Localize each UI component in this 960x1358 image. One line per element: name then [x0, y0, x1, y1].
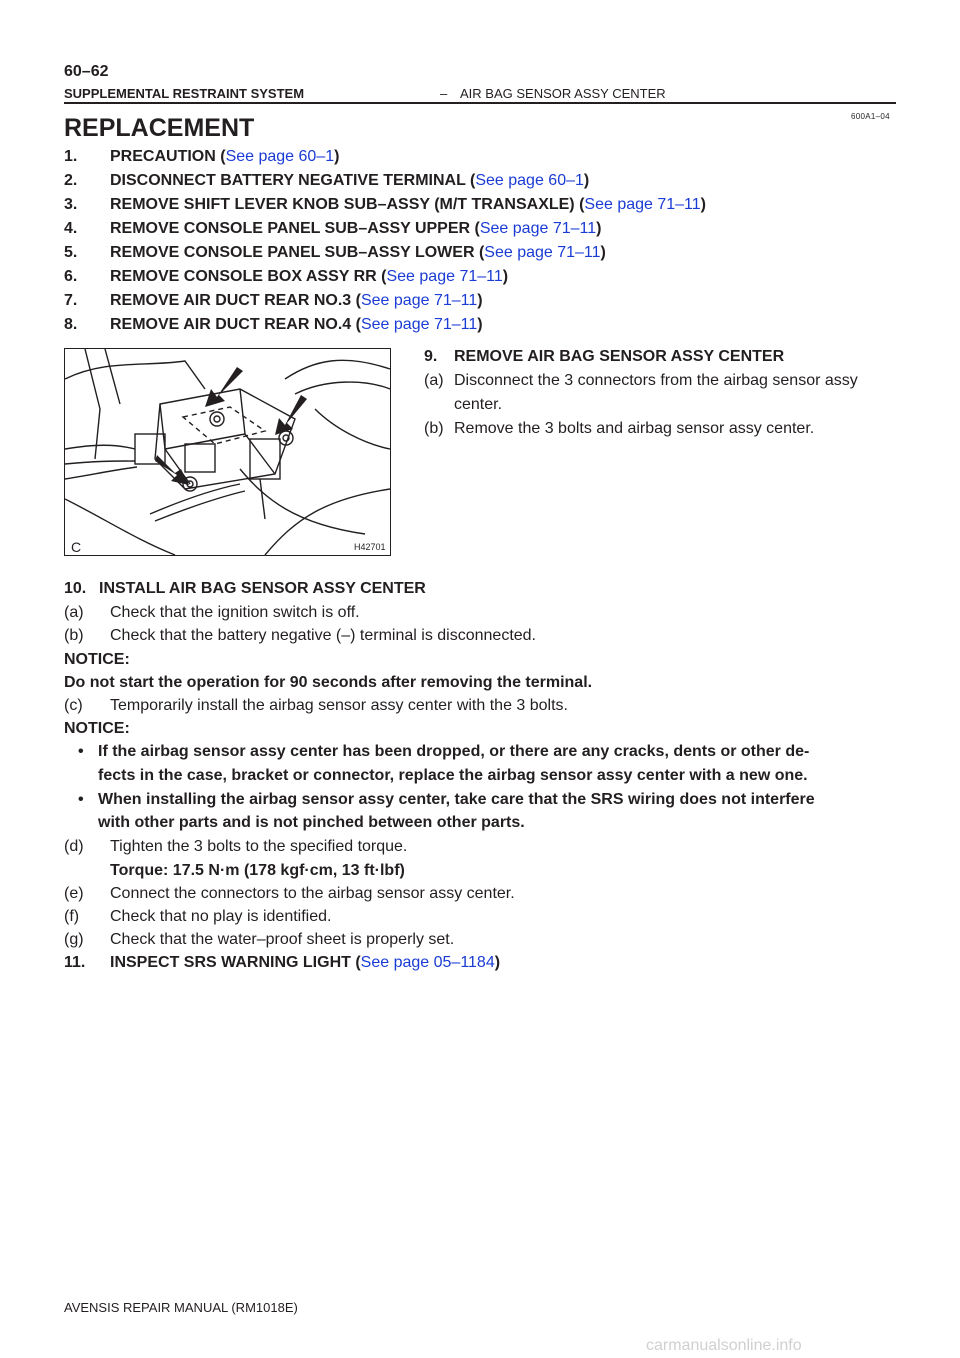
see-page-link[interactable]: See page 60–1	[225, 148, 335, 165]
document-id: 600A1–04	[851, 112, 890, 121]
see-page-link[interactable]: See page 60–1	[475, 172, 584, 189]
step-10f	[64, 908, 332, 926]
substep-label: (a)	[424, 372, 444, 389]
step-tail: )	[494, 954, 501, 971]
step-10e	[64, 885, 515, 903]
step-text: REMOVE AIR DUCT REAR NO.3 (	[110, 292, 361, 309]
step-text: REMOVE CONSOLE PANEL SUB–ASSY UPPER (	[110, 220, 480, 237]
step-tail: )	[502, 268, 509, 285]
step-number: 5.	[64, 244, 78, 261]
substep-label: (e)	[64, 885, 84, 902]
substep-text: Remove the 3 bolts and airbag sensor assy center.	[454, 420, 815, 437]
substep-text: Check that the ignition switch is off.	[110, 604, 360, 621]
see-page-link[interactable]: See page 71–11	[484, 244, 601, 261]
substep-label: (g)	[64, 931, 84, 948]
header-separator: –	[440, 86, 448, 101]
step-tail: )	[700, 196, 706, 213]
see-page-link[interactable]: See page 71–11	[584, 196, 701, 213]
step-number: 4.	[64, 220, 78, 237]
substep-text: Check that the battery negative (–) terminal is disconnected.	[110, 627, 536, 644]
step-tail: )	[583, 172, 590, 189]
notice-label-1: NOTICE:	[64, 651, 130, 668]
step-tail: )	[477, 292, 483, 309]
step-number: 9.	[424, 348, 438, 365]
header-section: SUPPLEMENTAL RESTRAINT SYSTEM	[64, 86, 305, 101]
bullet-text: If the airbag sensor assy center has been dropped, or there are any cracks, dents or other de-	[98, 743, 810, 760]
substep-text: Tighten the 3 bolts to the specified torque.	[110, 838, 408, 855]
figure-code: H42701	[354, 542, 386, 552]
step-number: 7.	[64, 292, 78, 309]
substep-text: Connect the connectors to the airbag sensor assy center.	[110, 885, 515, 902]
step-9a-cont: center.	[454, 396, 503, 413]
step-tail: )	[477, 316, 483, 333]
see-page-link[interactable]: See page 71–11	[386, 268, 503, 285]
substep-text: Check that no play is identified.	[110, 908, 332, 925]
step-text: DISCONNECT BATTERY NEGATIVE TERMINAL (	[110, 172, 476, 189]
step-number: 11.	[64, 954, 86, 971]
step-number: 8.	[64, 316, 78, 333]
step-number: 2.	[64, 172, 78, 189]
bullet-dot: •	[78, 791, 84, 808]
see-page-link[interactable]: See page 71–11	[479, 220, 597, 237]
footer-manual-id: AVENSIS REPAIR MANUAL (RM1018E)	[64, 1300, 298, 1315]
page-number: 60–62	[64, 63, 109, 80]
step-text: PRECAUTION (	[110, 148, 226, 165]
bullet-text: When installing the airbag sensor assy center, take care that the SRS wiring does not interfere	[98, 791, 815, 808]
notice-text-1: Do not start the operation for 90 seconds after removing the terminal.	[64, 674, 593, 691]
header-subsection: AIR BAG SENSOR ASSY CENTER	[460, 86, 666, 101]
watermark-text: carmanualsonline.info	[646, 1337, 802, 1354]
substep-label: (b)	[424, 420, 444, 437]
bullet-dot: •	[78, 743, 84, 760]
step-9b	[424, 420, 815, 438]
figure-corner-letter: C	[71, 539, 82, 555]
figure-illustration	[65, 349, 390, 555]
step-7	[64, 292, 483, 310]
step-8	[64, 316, 483, 334]
step-10c	[64, 697, 568, 715]
step-number: 3.	[64, 196, 78, 213]
substep-text: Check that the water–proof sheet is properly set.	[110, 931, 455, 948]
step-3	[64, 196, 706, 214]
bullet-1-cont: fects in the case, bracket or connector, replace the airbag sensor assy center with a new one.	[98, 767, 808, 784]
step-2	[64, 172, 590, 190]
step-number: 6.	[64, 268, 78, 285]
notice-label-2: NOTICE:	[64, 720, 130, 737]
step-text: REMOVE AIR BAG SENSOR ASSY CENTER	[454, 348, 785, 365]
page-title: REPLACEMENT	[64, 114, 255, 142]
header-rule	[64, 102, 896, 104]
substep-label: (b)	[64, 627, 84, 644]
step-text: REMOVE AIR DUCT REAR NO.4 (	[110, 316, 361, 333]
step-1	[64, 148, 340, 166]
step-5	[64, 244, 606, 262]
figure-airbag-sensor	[64, 348, 391, 556]
step-10a	[64, 604, 360, 622]
step-text: REMOVE CONSOLE PANEL SUB–ASSY LOWER (	[110, 244, 485, 261]
step-text: REMOVE CONSOLE BOX ASSY RR (	[110, 268, 387, 285]
step-number: 1.	[64, 148, 78, 165]
see-page-link[interactable]: See page 05–1184	[360, 954, 495, 971]
see-page-link[interactable]: See page 71–11	[360, 292, 478, 309]
step-10d	[64, 838, 408, 856]
substep-label: (c)	[64, 697, 83, 714]
step-10g	[64, 931, 455, 949]
step-9-title	[424, 348, 785, 366]
substep-text: Disconnect the 3 connectors from the airbag sensor assy	[454, 372, 858, 389]
step-4	[64, 220, 602, 238]
step-10-title	[64, 580, 426, 598]
step-text: REMOVE SHIFT LEVER KNOB SUB–ASSY (M/T TRANSAXLE) (	[110, 196, 585, 213]
substep-text: Temporarily install the airbag sensor assy center with the 3 bolts.	[110, 697, 568, 714]
see-page-link[interactable]: See page 71–11	[360, 316, 478, 333]
step-text: INSPECT SRS WARNING LIGHT (	[110, 954, 361, 971]
step-tail: )	[600, 244, 606, 261]
step-tail: )	[334, 148, 340, 165]
bullet-2-cont: with other parts and is not pinched between other parts.	[98, 814, 525, 831]
step-tail: )	[596, 220, 602, 237]
step-11	[64, 954, 501, 972]
substep-label: (f)	[64, 908, 80, 925]
running-header	[64, 86, 896, 102]
substep-label: (a)	[64, 604, 84, 621]
step-6	[64, 268, 509, 286]
torque-spec: Torque: 17.5 N·m (178 kgf·cm, 13 ft·lbf)	[110, 862, 405, 879]
step-9a	[424, 372, 858, 390]
step-number: 10.	[64, 580, 87, 597]
step-10b	[64, 627, 536, 645]
substep-label: (d)	[64, 838, 84, 855]
step-text: INSTALL AIR BAG SENSOR ASSY CENTER	[99, 580, 426, 597]
